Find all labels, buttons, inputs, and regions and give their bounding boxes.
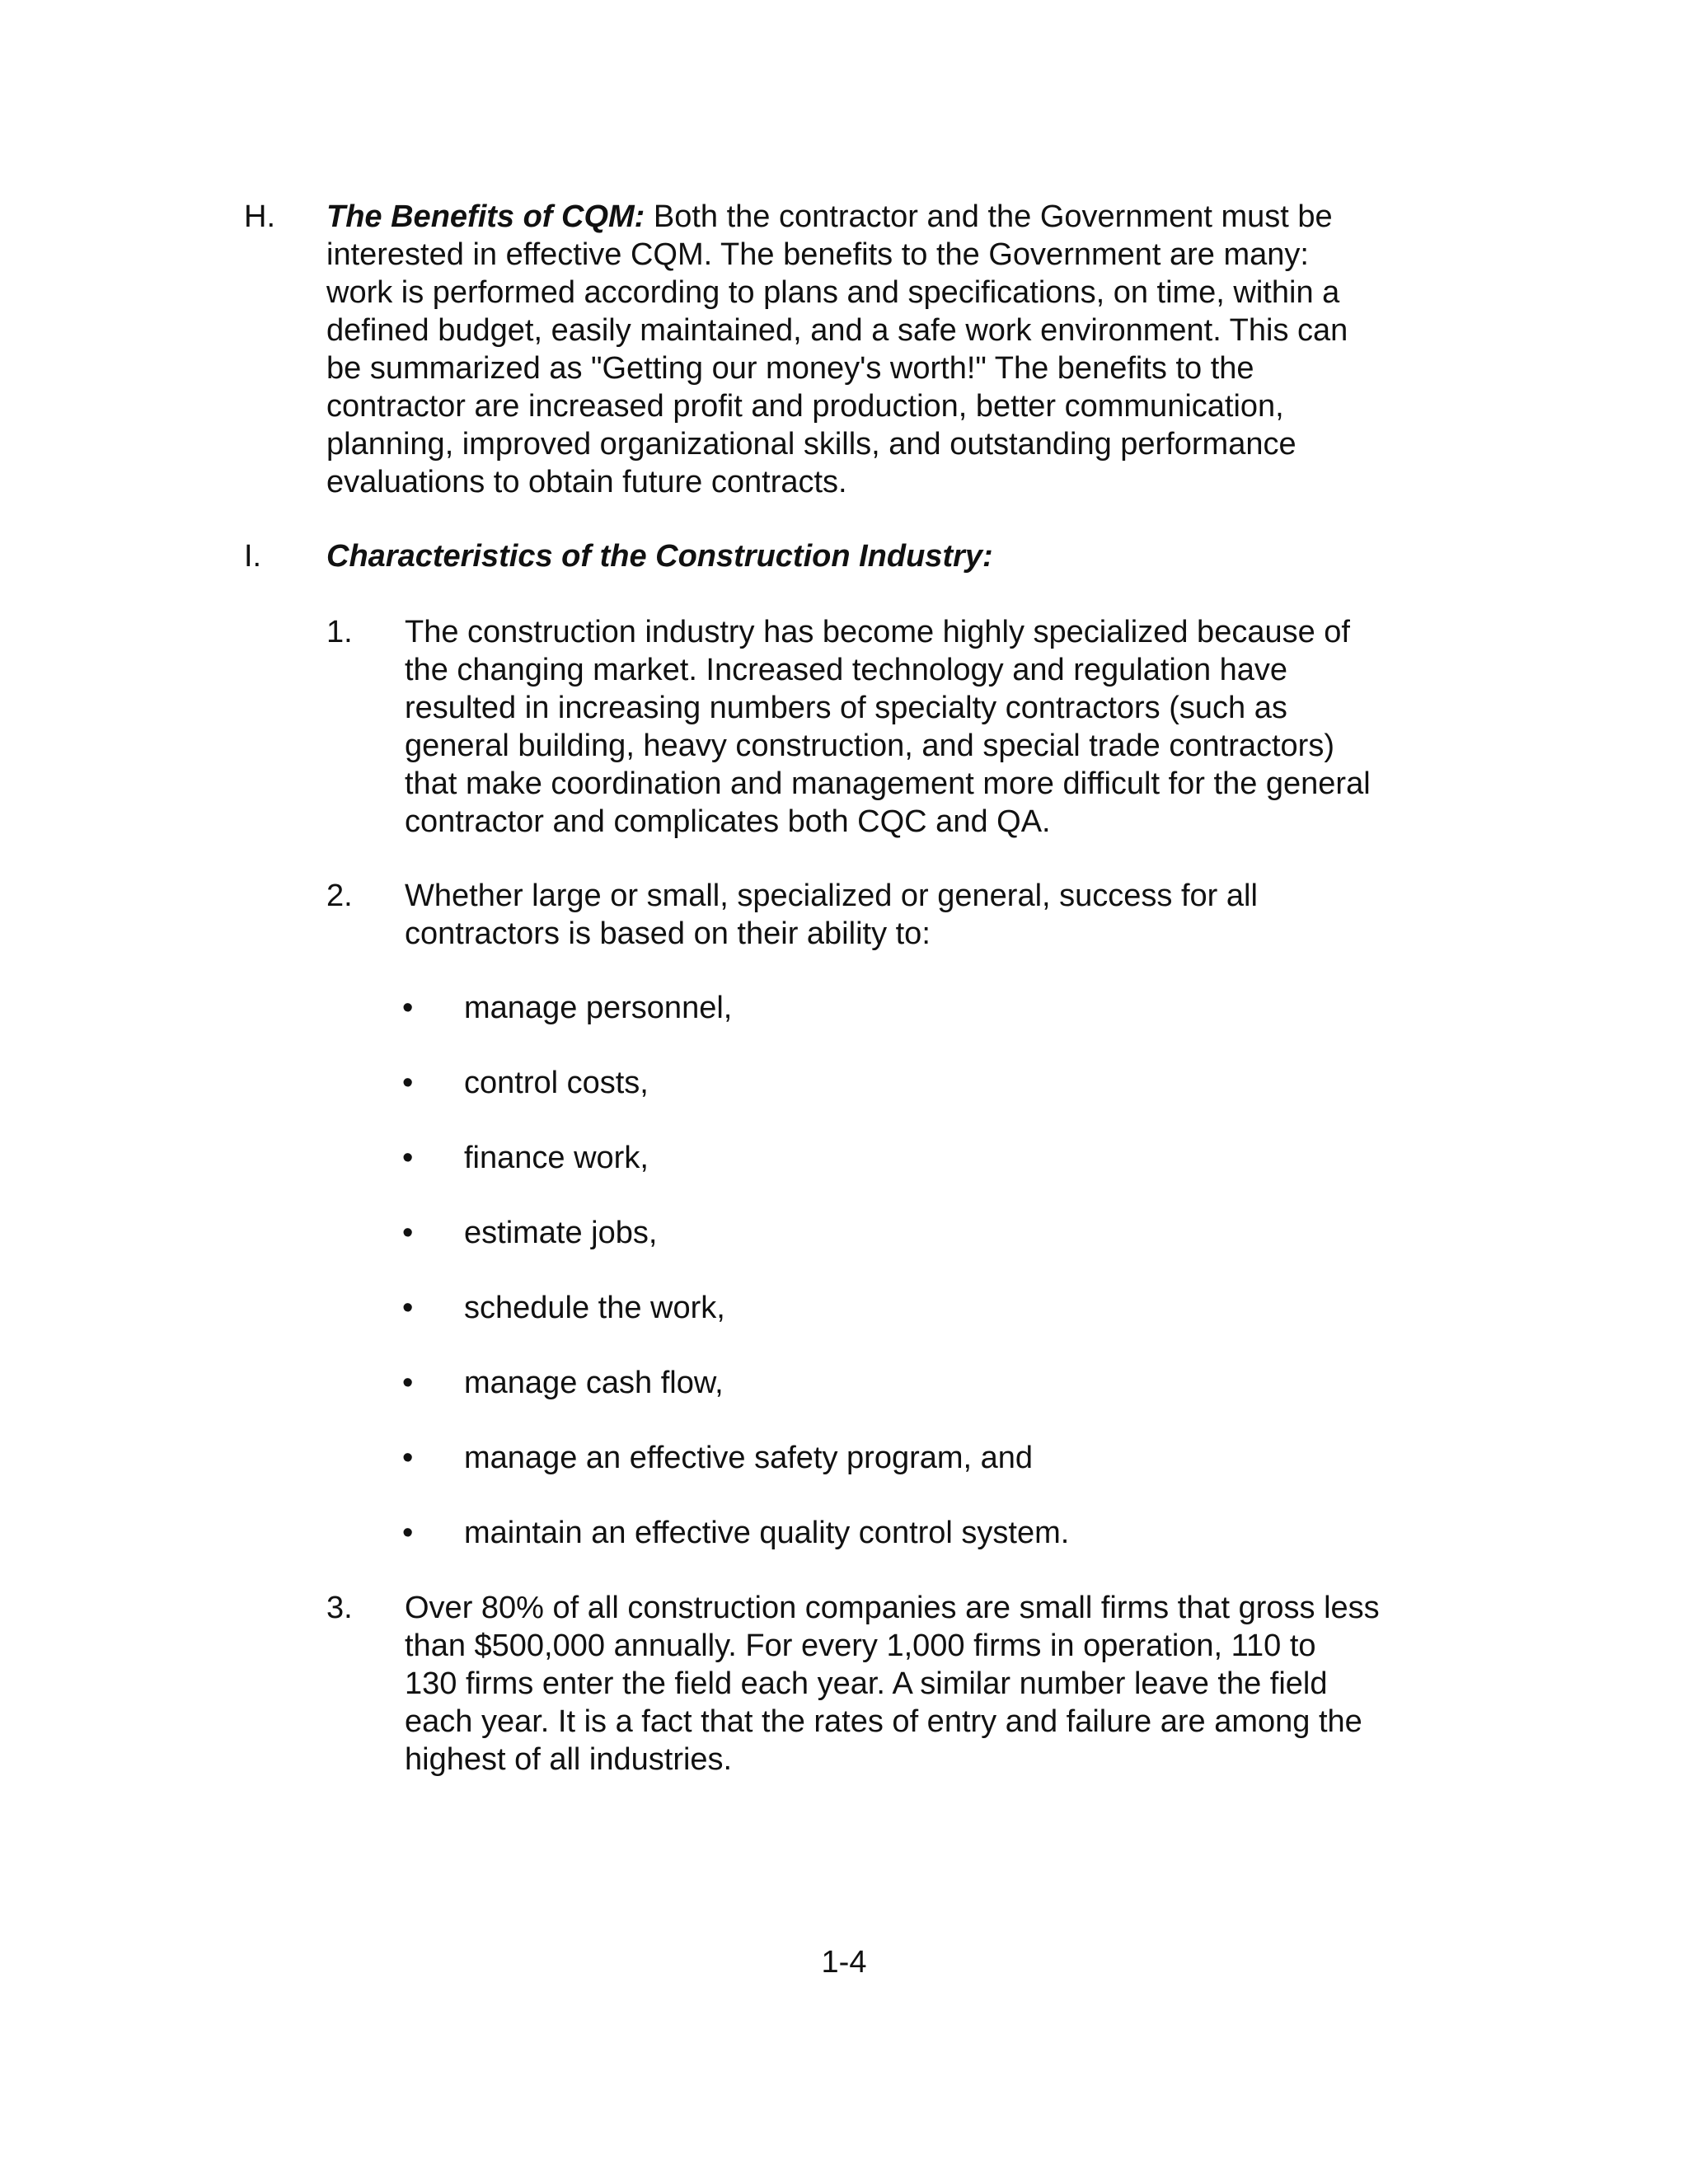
- bullet-item: [402, 1289, 1391, 1327]
- bullet-icon: •: [402, 1066, 414, 1100]
- section-title: Characteristics of the Construction Industry:: [326, 539, 993, 574]
- item-number: 1.: [326, 615, 353, 649]
- section-heading: [326, 537, 1447, 575]
- item-text: Whether large or small, specialized or general, success for all contractors is based on their ability to:: [405, 879, 1258, 951]
- item-number: 3.: [326, 1591, 353, 1625]
- bullet-text: estimate jobs,: [464, 1216, 658, 1250]
- bullet-item: [402, 989, 1391, 1027]
- section-text: Both the contractor and the Government must be interested in effective CQM. The benefits to the Government are many: work is performed according to plans and specifications, on time, within a defined budget, easily maintained, and a safe work environment. This can be summarized as "Getting our money's worth!" The benefits to the contractor are increased profit and production, better communication, planning, improved organizational skills, and outstanding performance evaluations to obtain future contracts.: [326, 199, 1348, 499]
- bullet-item: [402, 1214, 1391, 1252]
- bullet-item: [402, 1139, 1391, 1177]
- bullet-text: manage cash flow,: [464, 1366, 724, 1400]
- bullet-icon: •: [402, 1291, 414, 1325]
- item-text: The construction industry has become highly specialized because of the changing market. Increased technology and regulation have resulted in increasing numbers of specialty contractors (such as general building, heavy construction, and special trade contractors) that make coordination and management more difficult for the general contractor and complicates both CQC and QA.: [405, 615, 1371, 839]
- bullet-item: [402, 1364, 1391, 1402]
- bullet-text: control costs,: [464, 1066, 649, 1100]
- section-h: [244, 198, 1447, 503]
- section-letter: H.: [244, 199, 275, 234]
- bullet-icon: •: [402, 991, 414, 1025]
- bullet-icon: •: [402, 1516, 414, 1550]
- list-item: [326, 1589, 1447, 1779]
- bullet-icon: •: [402, 1141, 414, 1175]
- page-number: 1-4: [821, 1945, 867, 1980]
- section-title: The Benefits of CQM:: [326, 199, 645, 234]
- item-number: 2.: [326, 879, 353, 913]
- bullet-text: schedule the work,: [464, 1291, 725, 1325]
- bullet-text: manage an effective safety program, and: [464, 1441, 1034, 1475]
- bullet-item: [402, 1439, 1391, 1477]
- bullet-item: [402, 1064, 1391, 1102]
- bullet-text: maintain an effective quality control system.: [464, 1516, 1070, 1550]
- bullet-item: [402, 1514, 1391, 1552]
- bullet-icon: •: [402, 1366, 414, 1400]
- bullet-text: finance work,: [464, 1141, 649, 1175]
- section-paragraph: [326, 198, 1447, 501]
- bullet-icon: •: [402, 1441, 414, 1475]
- list-item: [326, 613, 1447, 841]
- bullet-text: manage personnel,: [464, 991, 733, 1025]
- bullet-icon: •: [402, 1216, 414, 1250]
- item-text: Over 80% of all construction companies are small firms that gross less than $500,000 annually. For every 1,000 firms in operation, 110 to 130 firms enter the field each year. A similar number leave the field each year. It is a fact that the rates of entry and failure are among the highest of all industries.: [405, 1591, 1380, 1777]
- section-i: [244, 537, 1447, 575]
- section-letter: I.: [244, 539, 262, 574]
- list-item: [326, 877, 1447, 953]
